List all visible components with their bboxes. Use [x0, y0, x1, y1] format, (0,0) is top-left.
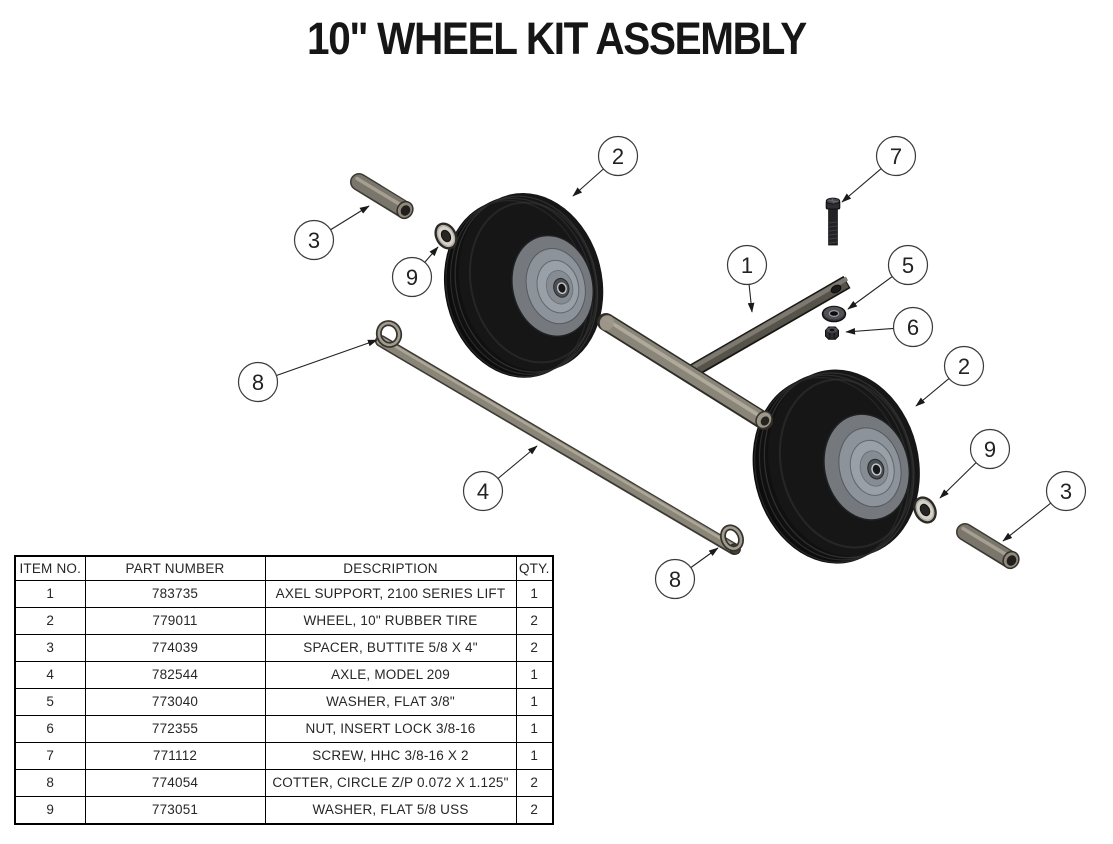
insert-lock-nut	[826, 327, 839, 339]
drawing-title: 10" WHEEL KIT ASSEMBLY	[307, 13, 806, 64]
cell-qty: 2	[516, 770, 553, 797]
cell-item-no: 6	[15, 716, 85, 743]
table-row	[15, 662, 553, 689]
svg-text:9: 9	[983, 436, 997, 462]
callout-hex-screw	[877, 137, 916, 176]
svg-text:2: 2	[611, 143, 625, 169]
cell-part-number: 771112	[85, 743, 265, 770]
cell-qty: 1	[516, 662, 553, 689]
table-row	[15, 716, 553, 743]
cell-item-no: 2	[15, 608, 85, 635]
callout-lock-nut	[894, 308, 933, 347]
cell-qty: 2	[516, 797, 553, 825]
callout-spacer-left	[295, 221, 334, 260]
cell-description: WHEEL, 10" RUBBER TIRE	[265, 608, 516, 635]
cell-description: WASHER, FLAT 5/8 USS	[265, 797, 516, 825]
cell-description: COTTER, CIRCLE Z/P 0.072 X 1.125"	[265, 770, 516, 797]
cell-qty: 1	[516, 581, 553, 608]
table-row	[15, 743, 553, 770]
cell-part-number: 774039	[85, 635, 265, 662]
callout-axle	[464, 472, 503, 511]
cell-description: AXLE, MODEL 209	[265, 662, 516, 689]
cell-qty: 2	[516, 635, 553, 662]
table-row	[15, 689, 553, 716]
cell-description: SPACER, BUTTITE 5/8 X 4"	[265, 635, 516, 662]
cell-item-no: 7	[15, 743, 85, 770]
spacer-left	[357, 179, 416, 222]
callout-cotter-bottom	[656, 560, 695, 599]
column-header-qty: QTY.	[516, 556, 553, 581]
table-row	[15, 581, 553, 608]
table-row	[15, 770, 553, 797]
svg-text:3: 3	[307, 227, 321, 253]
callout-wheel-left	[599, 137, 638, 176]
table-header-row	[15, 556, 553, 581]
callout-wheel-right	[945, 347, 984, 386]
callout-spacer-right	[1047, 472, 1086, 511]
table-row	[15, 608, 553, 635]
svg-text:8: 8	[251, 369, 265, 395]
svg-text:9: 9	[405, 264, 419, 290]
svg-text:2: 2	[957, 353, 971, 379]
spacer-right	[963, 529, 1022, 572]
cell-item-no: 9	[15, 797, 85, 825]
cell-item-no: 8	[15, 770, 85, 797]
table-row	[15, 635, 553, 662]
wheel-left	[425, 177, 623, 393]
axle-support-bar	[684, 279, 847, 377]
cell-part-number: 782544	[85, 662, 265, 689]
parts-table	[14, 555, 554, 825]
cell-description: WASHER, FLAT 3/8"	[265, 689, 516, 716]
cell-description: SCREW, HHC 3/8-16 X 2	[265, 743, 516, 770]
cell-qty: 1	[516, 743, 553, 770]
hex-screw	[826, 198, 840, 245]
cell-qty: 2	[516, 608, 553, 635]
cell-item-no: 5	[15, 689, 85, 716]
svg-text:5: 5	[901, 252, 915, 278]
axle-support-tube	[597, 313, 775, 432]
svg-text:4: 4	[476, 478, 490, 504]
svg-text:6: 6	[906, 314, 920, 340]
cell-part-number: 774054	[85, 770, 265, 797]
callout-washer-38	[889, 246, 928, 285]
cell-qty: 1	[516, 716, 553, 743]
cell-item-no: 1	[15, 581, 85, 608]
cell-part-number: 773040	[85, 689, 265, 716]
cell-qty: 1	[516, 689, 553, 716]
cell-part-number: 783735	[85, 581, 265, 608]
cell-item-no: 3	[15, 635, 85, 662]
callout-washer-58-left	[393, 258, 432, 297]
cell-description: NUT, INSERT LOCK 3/8-16	[265, 716, 516, 743]
cell-description: AXEL SUPPORT, 2100 SERIES LIFT	[265, 581, 516, 608]
table-row	[15, 797, 553, 825]
wheel-right	[733, 353, 940, 580]
cell-part-number: 773051	[85, 797, 265, 825]
column-header-part-number: PART NUMBER	[85, 556, 265, 581]
callout-washer-58-right	[971, 430, 1010, 469]
svg-text:1: 1	[740, 252, 754, 278]
cell-part-number: 779011	[85, 608, 265, 635]
cell-item-no: 4	[15, 662, 85, 689]
cell-part-number: 772355	[85, 716, 265, 743]
callout-cotter-left	[239, 363, 278, 402]
flat-washer-38	[823, 306, 846, 321]
svg-text:3: 3	[1059, 478, 1073, 504]
svg-text:8: 8	[668, 566, 682, 592]
column-header-description: DESCRIPTION	[265, 556, 516, 581]
svg-text:7: 7	[889, 143, 903, 169]
callout-axle-support	[728, 246, 767, 285]
column-header-item-no: ITEM NO.	[15, 556, 85, 581]
